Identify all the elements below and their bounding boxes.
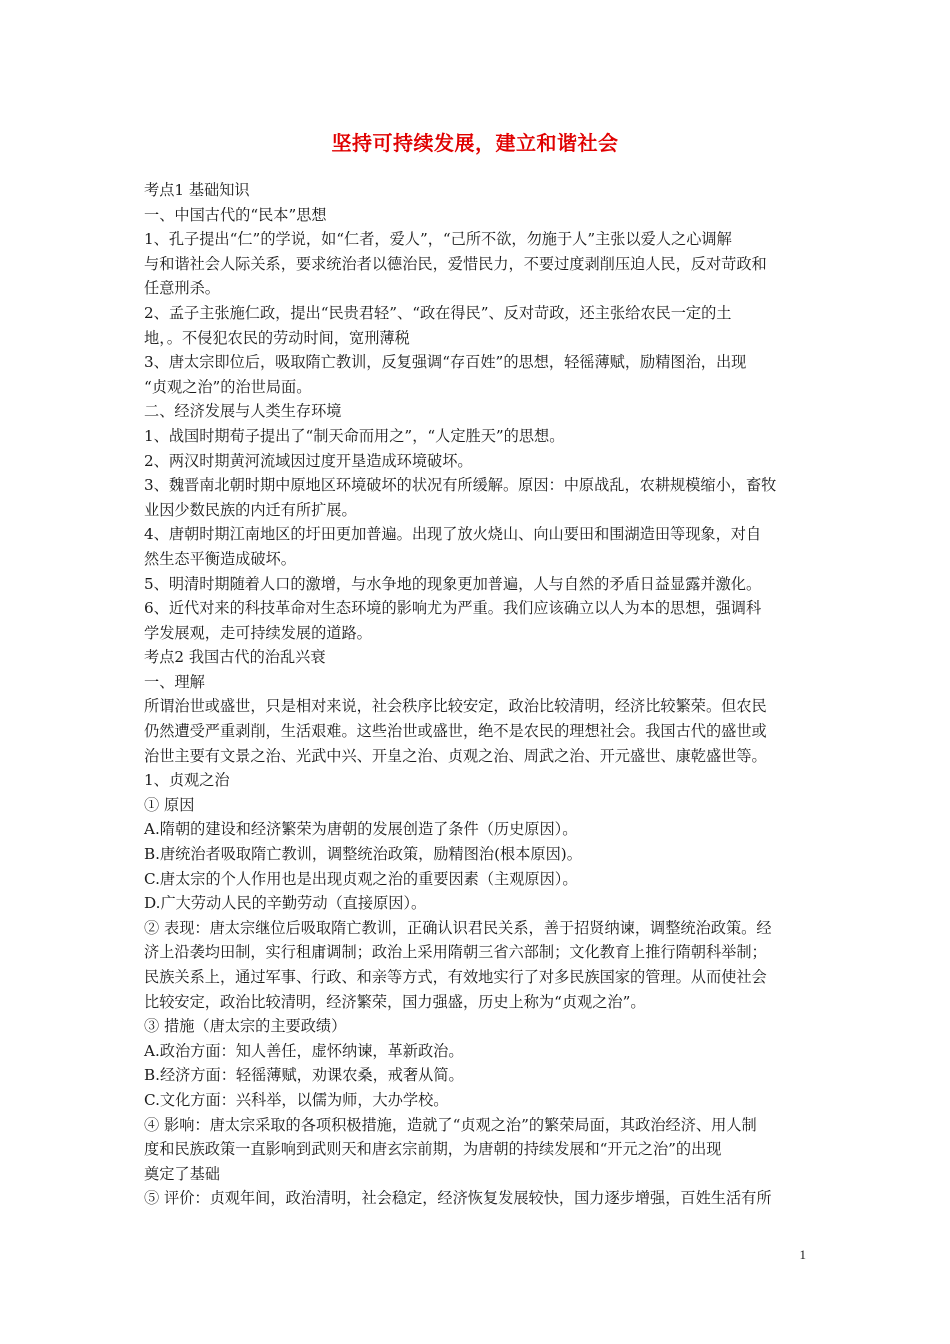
text-line: 3、魏晋南北朝时期中原地区环境破坏的状况有所缓解。原因：中原战乱，农耕规模缩小，畜牧: [144, 476, 777, 495]
text-line: C.唐太宗的个人作用也是出现贞观之治的重要因素（主观原因）。: [144, 869, 578, 888]
text-line: 然生态平衡造成破坏。: [144, 549, 296, 568]
text-line: A.隋朝的建设和经济繁荣为唐朝的发展创造了条件（历史原因）。: [144, 820, 578, 839]
text-line: 1、战国时期荀子提出了“制天命而用之”，“人定胜天”的思想。: [144, 426, 565, 445]
text-line: 比较安定，政治比较清明，经济繁荣，国力强盛，历史上称为“贞观之治”。: [144, 992, 646, 1011]
text-line: D.广大劳动人民的辛勤劳动（直接原因）。: [144, 894, 427, 913]
text-line: 2、两汉时期黄河流域因过度开垦造成环境破坏。: [144, 451, 473, 470]
text-line: 2、孟子主张施仁政，提出“民贵君轻”、“政在得民”、反对苛政，还主张给农民一定的土: [144, 303, 732, 322]
text-line: C.文化方面：兴科举，以儒为师，大办学校。: [144, 1090, 449, 1109]
text-line: 1、贞观之治: [144, 771, 230, 790]
page-number: 1: [799, 1247, 806, 1262]
text-line: 治世主要有文景之治、光武中兴、开皇之治、贞观之治、周武之治、开元盛世、康乾盛世等。: [144, 746, 767, 765]
text-line: “贞观之治”的治世局面。: [144, 377, 312, 396]
text-line: 业因少数民族的内迁有所扩展。: [144, 500, 357, 519]
text-line: 4、唐朝时期江南地区的圩田更加普遍。出现了放火烧山、向山要田和围湖造田等现象，对自: [144, 525, 762, 544]
text-line: ③ 措施（唐太宗的主要政绩）: [144, 1017, 347, 1036]
text-line: 6、近代对来的科技革命对生态环境的影响尤为严重。我们应该确立以人为本的思想，强调科: [144, 599, 762, 618]
document-body: [144, 178, 810, 1211]
text-line: 所谓治世或盛世，只是相对来说，社会秩序比较安定，政治比较清明，经济比较繁荣。但农民: [144, 697, 767, 716]
text-line: 度和民族政策一直影响到武则天和唐玄宗前期，为唐朝的持续发展和“开元之治”的出现: [144, 1140, 722, 1159]
text-line: 学发展观，走可持续发展的道路。: [144, 623, 372, 642]
text-line: 二、经济发展与人类生存环境: [144, 402, 342, 421]
text-line: ② 表现：唐太宗继位后吸取隋亡教训，正确认识君民关系，善于招贤纳谏，调整统治政策。经: [144, 918, 772, 937]
text-line: 民族关系上，通过军事、行政、和亲等方式，有效地实行了对多民族国家的管理。从而使社会: [144, 968, 767, 986]
text-line: 5、明清时期随着人口的激增，与水争地的现象更加普遍，人与自然的矛盾日益显露并激化。: [144, 574, 762, 593]
text-line: ① 原因: [144, 795, 195, 814]
text-line: 地，。不侵犯农民的劳动时间，宽刑薄税: [144, 328, 410, 347]
text-line: 仍然遭受严重剥削，生活艰难。这些治世或盛世，绝不是农民的理想社会。我国古代的盛世或: [144, 722, 767, 741]
text-line: 任意刑杀。: [144, 279, 220, 298]
text-line: 奠定了基础: [144, 1164, 220, 1183]
text-line: A.政治方面：知人善任，虚怀纳谏，革新政治。: [144, 1041, 464, 1060]
text-line: ⑤ 评价：贞观年间，政治清明，社会稳定，经济恢复发展较快，国力逐步增强，百姓生活有所: [144, 1189, 772, 1208]
text-line: 与和谐社会人际关系，要求统治者以德治民，爱惜民力，不要过度剥削压迫人民，反对苛政和: [144, 254, 767, 273]
text-line: ④ 影响：唐太宗采取的各项积极措施，造就了“贞观之治”的繁荣局面，其政治经济、用人制: [144, 1115, 757, 1134]
text-line: 济上沿袭均田制，实行租庸调制；政治上采用隋朝三省六部制；文化教育上推行隋朝科举制；: [144, 943, 767, 962]
document-title: 坚持可持续发展，建立和谐社会: [331, 131, 619, 155]
text-line: 考点1 基础知识: [144, 181, 250, 199]
text-line: B.唐统治者吸取隋亡教训，调整统治政策，励精图治(根本原因)。: [144, 845, 582, 864]
text-line: 一、理解: [144, 672, 205, 691]
text-line: 1、孔子提出“仁”的学说，如“仁者，爱人”，“己所不欲，勿施于人”主张以爱人之心调解: [144, 230, 732, 249]
text-line: 一、中国古代的“民本”思想: [144, 205, 327, 224]
text-line: B.经济方面：轻徭薄赋，劝课农桑，戒奢从简。: [144, 1066, 464, 1085]
text-line: 3、唐太宗即位后，吸取隋亡教训，反复强调“存百姓”的思想，轻徭薄赋，励精图治，出现: [144, 353, 747, 372]
text-line: 考点2 我国古代的治乱兴衰: [144, 648, 326, 667]
